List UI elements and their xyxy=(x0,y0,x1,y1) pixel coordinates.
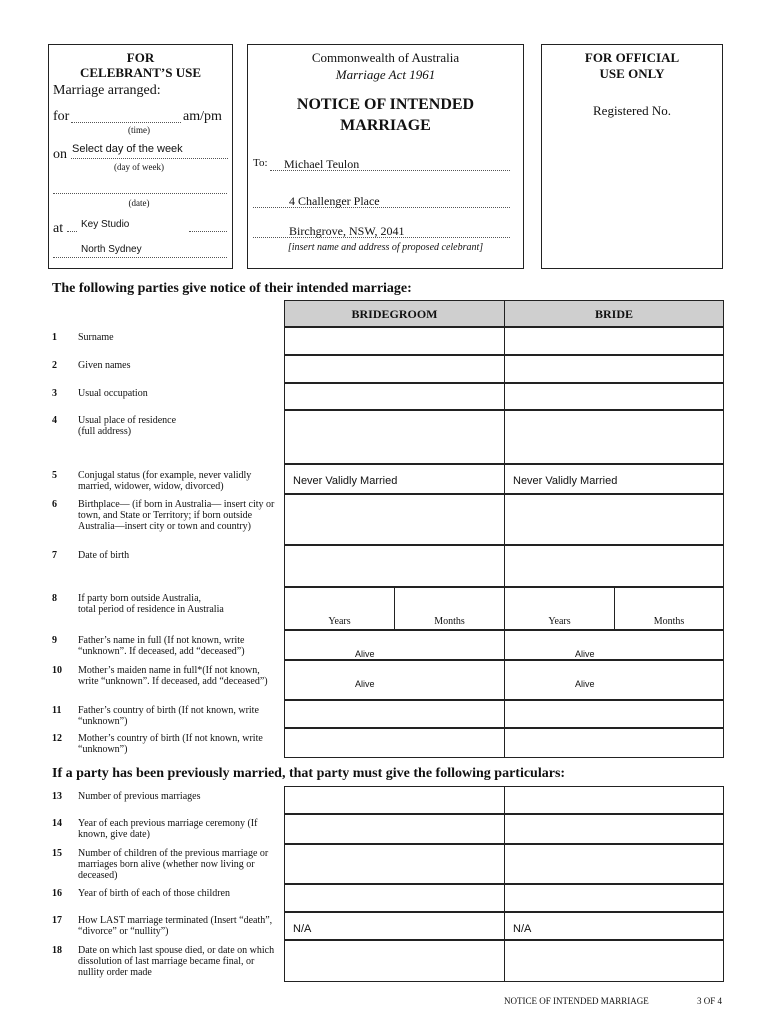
bridegroom-column-header: BRIDEGROOM xyxy=(284,300,505,327)
months-label: Months xyxy=(434,616,465,627)
bride-value: N/A xyxy=(513,923,532,935)
bride-column-header: BRIDE xyxy=(504,300,724,327)
bridegroom-field[interactable] xyxy=(284,494,505,545)
celebrant-use-box xyxy=(48,44,233,269)
celebrant-name-field[interactable] xyxy=(270,155,510,171)
time-caption: (time) xyxy=(128,125,150,135)
row-label: Mother’s country of birth (If not known, write “unknown”) xyxy=(78,733,263,755)
row-number: 17 xyxy=(52,915,62,926)
bride-field[interactable] xyxy=(504,630,724,660)
at-label: at xyxy=(53,221,64,236)
row-number: 18 xyxy=(52,945,62,956)
groom-years-field[interactable] xyxy=(284,587,395,630)
row-label: Conjugal status (for example, never validly married, widower, widow, divorced) xyxy=(78,470,252,492)
years-label: Years xyxy=(328,616,351,627)
row-label: Birthplace— (if born in Australia— insert city or town, and State or Territory; if born outside Australia—insert city or town and country) xyxy=(78,499,275,532)
notice-title-line1: NOTICE OF INTENDED xyxy=(296,96,475,113)
official-title-line2: USE ONLY xyxy=(599,66,665,81)
bride-field[interactable] xyxy=(504,700,724,728)
bride-field[interactable] xyxy=(504,786,724,814)
bride-field[interactable] xyxy=(504,884,724,912)
bride-field[interactable] xyxy=(504,464,724,494)
celebrant-address1-value: 4 Challenger Place xyxy=(289,194,380,208)
venue-dots-2 xyxy=(189,225,227,232)
bridegroom-value: N/A xyxy=(293,923,312,935)
celebrant-address1-field[interactable] xyxy=(253,192,510,208)
ampm-label: am/pm xyxy=(183,109,222,124)
row-label: Given names xyxy=(78,360,131,371)
row-number: 16 xyxy=(52,888,62,899)
celebrant-title-line2: CELEBRANT’S USE xyxy=(79,65,201,80)
bridegroom-value: Alive xyxy=(355,649,375,659)
bride-field[interactable] xyxy=(504,545,724,587)
row-label: Number of previous marriages xyxy=(78,791,201,802)
bride-field[interactable] xyxy=(504,494,724,545)
row-label: Year of birth of each of those children xyxy=(78,888,230,899)
celebrant-caption: [insert name and address of proposed celebrant] xyxy=(287,242,484,253)
bridegroom-field[interactable] xyxy=(284,410,505,464)
row-number: 7 xyxy=(52,550,57,561)
years-label: Years xyxy=(548,616,571,627)
official-use-box xyxy=(541,44,723,269)
bride-value: Alive xyxy=(575,679,595,689)
bridegroom-field[interactable] xyxy=(284,940,505,982)
row-number: 2 xyxy=(52,360,57,371)
row-label: Father’s name in full (If not known, write “unknown”. If deceased, add “deceased”) xyxy=(78,635,245,657)
row-number: 3 xyxy=(52,388,57,399)
bride-field[interactable] xyxy=(504,355,724,383)
celebrant-title-line1: FOR xyxy=(126,50,155,65)
row-number: 4 xyxy=(52,415,57,426)
bridegroom-field[interactable] xyxy=(284,355,505,383)
section1-title: The following parties give notice of their intended marriage: xyxy=(52,281,412,296)
bride-field[interactable] xyxy=(504,940,724,982)
bridegroom-field[interactable] xyxy=(284,700,505,728)
row-number: 6 xyxy=(52,499,57,510)
bride-value: Never Validly Married xyxy=(513,475,618,487)
venue-dots-1 xyxy=(67,225,77,232)
time-field[interactable] xyxy=(71,107,181,123)
row-number: 9 xyxy=(52,635,57,646)
on-label: on xyxy=(53,147,67,162)
section2-title: If a party has been previously married, that party must give the following particulars: xyxy=(52,766,566,781)
row-number: 14 xyxy=(52,818,62,829)
celebrant-address2-field[interactable] xyxy=(253,222,510,238)
row-label: Usual occupation xyxy=(78,388,148,399)
bridegroom-field[interactable] xyxy=(284,728,505,758)
bridegroom-field[interactable] xyxy=(284,545,505,587)
to-label: To: xyxy=(253,157,268,169)
bridegroom-field[interactable] xyxy=(284,383,505,410)
bridegroom-field[interactable] xyxy=(284,464,505,494)
celebrant-name-value: Michael Teulon xyxy=(284,157,360,171)
row-label: Usual place of residence (full address) xyxy=(78,415,177,437)
bride-field[interactable] xyxy=(504,410,724,464)
day-of-week-select[interactable]: Select day of the week xyxy=(71,143,228,159)
row-label: Year of each previous marriage ceremony (If known, give date) xyxy=(78,818,258,840)
official-title-line1: FOR OFFICIAL xyxy=(584,50,680,65)
bride-field[interactable] xyxy=(504,814,724,844)
notice-box xyxy=(247,44,524,269)
footer-page: 3 OF 4 xyxy=(697,996,723,1006)
row-number: 15 xyxy=(52,848,62,859)
bride-field[interactable] xyxy=(504,728,724,758)
bride-field[interactable] xyxy=(504,660,724,700)
row-label: Number of children of the previous marriage or marriages born alive (whether now living or deceased) xyxy=(78,848,269,881)
for-label: for xyxy=(53,109,70,124)
row-label: Surname xyxy=(78,332,114,343)
bridegroom-field[interactable] xyxy=(284,814,505,844)
commonwealth-label: Commonwealth of Australia xyxy=(311,50,460,65)
bridegroom-field[interactable] xyxy=(284,844,505,884)
row-label: Date on which last spouse died, or date on which dissolution of last marriage became final, or nullity order made xyxy=(78,945,275,978)
bridegroom-field[interactable] xyxy=(284,327,505,355)
bride-field[interactable] xyxy=(504,327,724,355)
bridegroom-value: Never Validly Married xyxy=(293,475,398,487)
bridegroom-field[interactable] xyxy=(284,884,505,912)
venue-line1-field[interactable]: Key Studio xyxy=(81,219,130,230)
row-label: How LAST marriage terminated (Insert “death”, “divorce” or “nullity”) xyxy=(78,915,273,937)
row-label: Date of birth xyxy=(78,550,130,561)
registered-no-label: Registered No. xyxy=(593,103,671,118)
footer-title: NOTICE OF INTENDED MARRIAGE xyxy=(504,996,649,1006)
bridegroom-field[interactable] xyxy=(284,660,505,700)
row-number: 1 xyxy=(52,332,57,343)
row-label: Mother’s maiden name in full*(If not known, write “unknown”. If deceased, add “deceased”) xyxy=(78,665,268,687)
marriage-act-label: Marriage Act 1961 xyxy=(335,67,436,82)
notice-title-line2: MARRIAGE xyxy=(340,117,431,134)
row-number: 8 xyxy=(52,593,57,604)
bride-field[interactable] xyxy=(504,383,724,410)
bride-value: Alive xyxy=(575,649,595,659)
date-caption: (date) xyxy=(128,198,150,208)
groom-months-field[interactable] xyxy=(394,587,505,630)
marriage-arranged-label: Marriage arranged: xyxy=(53,83,161,98)
bridegroom-value: Alive xyxy=(355,679,375,689)
row-number: 5 xyxy=(52,470,57,481)
date-field[interactable] xyxy=(53,181,227,194)
bridegroom-field[interactable] xyxy=(284,630,505,660)
bride-field[interactable] xyxy=(504,912,724,940)
day-caption: (day of week) xyxy=(114,162,164,172)
row-label: Father’s country of birth (If not known, write “unknown”) xyxy=(78,705,259,727)
row-number: 13 xyxy=(52,791,62,802)
bridegroom-field[interactable] xyxy=(284,786,505,814)
row-number: 12 xyxy=(52,733,62,744)
row-number: 10 xyxy=(52,665,62,676)
celebrant-address2-value: Birchgrove, NSW, 2041 xyxy=(289,224,405,238)
bride-field[interactable] xyxy=(504,844,724,884)
bridegroom-field[interactable] xyxy=(284,912,505,940)
bride-years-field[interactable] xyxy=(504,587,615,630)
months-label: Months xyxy=(653,616,685,627)
row-number: 11 xyxy=(52,705,62,716)
bride-months-field[interactable] xyxy=(614,587,724,630)
row-label: If party born outside Australia, total period of residence in Australia xyxy=(78,593,224,615)
venue-line2-field[interactable]: North Sydney xyxy=(53,244,227,258)
